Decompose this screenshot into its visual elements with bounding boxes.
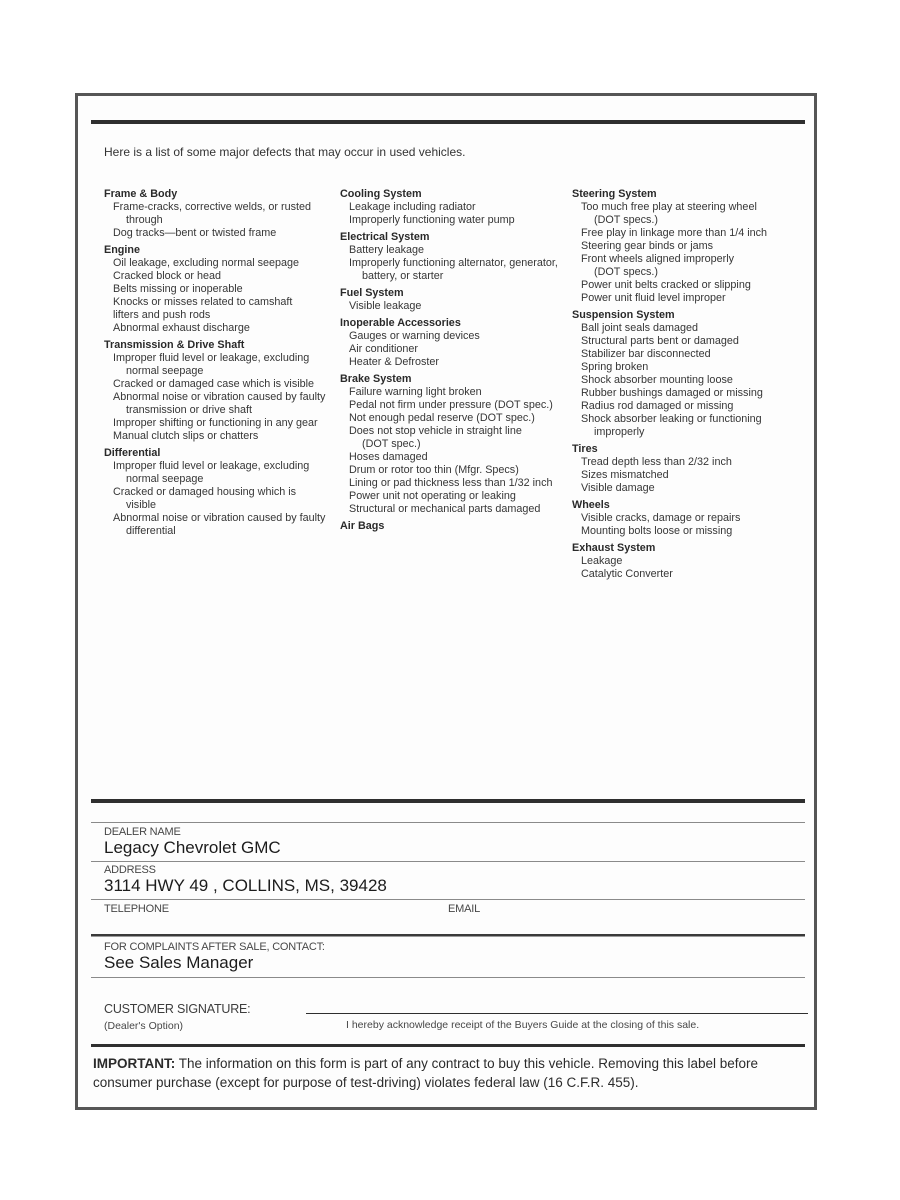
defect-line: Shock absorber leaking or functioning	[581, 413, 762, 425]
defect-line: Visible damage	[581, 482, 655, 494]
defect-line: Battery leakage	[349, 244, 425, 256]
defect-line: Leakage including radiator	[349, 201, 476, 213]
section-heading: Tires	[572, 443, 598, 455]
defect-line: Improperly functioning water pump	[349, 214, 515, 226]
defect-line: Belts missing or inoperable	[113, 283, 243, 295]
defect-line: Power unit belts cracked or slipping	[581, 279, 751, 291]
dealer-section-rule	[91, 799, 805, 803]
defect-line: Not enough pedal reserve (DOT spec.)	[349, 412, 535, 424]
defect-column-right	[572, 188, 767, 581]
section-heading: Exhaust System	[572, 542, 656, 554]
defect-line: Lining or pad thickness less than 1/32 inch	[349, 477, 553, 489]
defect-line: Does not stop vehicle in straight line	[349, 425, 522, 437]
defect-line: Visible leakage	[349, 300, 422, 312]
important-text: The information on this form is part of any contract to buy this vehicle. Removing this label before consumer purchase (except for purpose of test-driving) violates federal law (16 C.F.R. 455).	[93, 1056, 759, 1090]
defect-line: Gauges or warning devices	[349, 330, 480, 342]
defect-line: Ball joint seals damaged	[581, 322, 699, 334]
section-heading: Electrical System	[340, 231, 430, 243]
defect-line: transmission or drive shaft	[126, 404, 253, 416]
defect-line: Cracked or damaged case which is visible	[113, 378, 315, 390]
telephone-label: TELEPHONE	[104, 903, 169, 915]
defect-line: Visible cracks, damage or repairs	[581, 512, 741, 524]
defect-line: lifters and push rods	[113, 309, 211, 321]
defect-line: Improper fluid level or leakage, excluding	[113, 460, 310, 472]
important-label: IMPORTANT:	[93, 1056, 176, 1071]
defect-line: Air conditioner	[349, 343, 419, 355]
email-label: EMAIL	[448, 903, 481, 915]
defect-line: Steering gear binds or jams	[581, 240, 714, 252]
defect-line: Sizes mismatched	[581, 469, 669, 481]
defect-line: Free play in linkage more than 1/4 inch	[581, 227, 768, 239]
section-heading: Inoperable Accessories	[340, 317, 461, 329]
divider-line	[91, 977, 805, 978]
defect-line: (DOT spec.)	[362, 438, 421, 450]
defect-line: Manual clutch slips or chatters	[113, 430, 259, 442]
defect-line: (DOT specs.)	[594, 266, 658, 278]
section-heading: Steering System	[572, 188, 657, 200]
divider-line	[91, 822, 805, 823]
defect-line: Abnormal noise or vibration caused by faulty	[113, 391, 326, 403]
section-heading: Air Bags	[340, 520, 385, 532]
section-heading: Transmission & Drive Shaft	[104, 339, 245, 351]
signature-line	[306, 1013, 808, 1014]
defect-line: Power unit not operating or leaking	[349, 490, 516, 502]
defect-line: Cracked block or head	[113, 270, 222, 282]
defect-line: normal seepage	[126, 365, 204, 377]
address-label: ADDRESS	[104, 864, 156, 876]
defect-line: (DOT specs.)	[594, 214, 658, 226]
complaints-section-rule	[91, 934, 805, 937]
section-heading: Differential	[104, 447, 161, 459]
document-page	[75, 93, 817, 1110]
defect-line: Improper fluid level or leakage, excluding	[113, 352, 310, 364]
defect-line: visible	[126, 499, 157, 511]
defect-column-left	[104, 188, 325, 538]
defect-line: Rubber bushings damaged or missing	[581, 387, 763, 399]
dealer-name-value: Legacy Chevrolet GMC	[104, 838, 281, 857]
defect-line: improperly	[594, 426, 645, 438]
defect-line: normal seepage	[126, 473, 204, 485]
acknowledgment-text: I hereby acknowledge receipt of the Buyers Guide at the closing of this sale.	[346, 1019, 700, 1031]
section-heading: Engine	[104, 244, 140, 256]
defect-line: Drum or rotor too thin (Mfgr. Specs)	[349, 464, 519, 476]
defect-column-middle	[340, 188, 558, 533]
complaints-value: See Sales Manager	[104, 953, 254, 972]
important-section-rule	[91, 1044, 805, 1047]
defect-line: Heater & Defroster	[349, 356, 440, 368]
defect-line: Improperly functioning alternator, generator,	[349, 257, 558, 269]
divider-line	[91, 861, 805, 862]
defect-line: Pedal not firm under pressure (DOT spec.)	[349, 399, 553, 411]
top-rule	[91, 120, 805, 124]
customer-signature-label: CUSTOMER SIGNATURE:	[104, 1002, 251, 1016]
defect-line: Knocks or misses related to camshaft	[113, 296, 293, 308]
defect-line: Frame-cracks, corrective welds, or rusted	[113, 201, 311, 213]
defect-line: Structural or mechanical parts damaged	[349, 503, 541, 515]
defect-line: Catalytic Converter	[581, 568, 673, 580]
defect-line: Spring broken	[581, 361, 649, 373]
defect-line: Too much free play at steering wheel	[581, 201, 757, 213]
defect-line: Stabilizer bar disconnected	[581, 348, 711, 360]
section-heading: Brake System	[340, 373, 412, 385]
defect-line: Power unit fluid level improper	[581, 292, 726, 304]
defect-line: Abnormal noise or vibration caused by faulty	[113, 512, 326, 524]
intro-text: Here is a list of some major defects that may occur in used vehicles.	[104, 145, 466, 159]
complaints-label: FOR COMPLAINTS AFTER SALE, CONTACT:	[104, 941, 325, 953]
dealer-name-label: DEALER NAME	[104, 826, 181, 838]
section-heading: Wheels	[572, 499, 610, 511]
defect-line: Failure warning light broken	[349, 386, 482, 398]
defect-line: Leakage	[581, 555, 623, 567]
defect-line: Tread depth less than 2/32 inch	[581, 456, 732, 468]
important-notice	[93, 1054, 805, 1092]
defect-line: battery, or starter	[362, 270, 444, 282]
section-heading: Cooling System	[340, 188, 422, 200]
defect-line: through	[126, 214, 163, 226]
defect-line: Mounting bolts loose or missing	[581, 525, 733, 537]
divider-line	[91, 899, 805, 900]
dealers-option-note: (Dealer's Option)	[104, 1020, 184, 1032]
address-value: 3114 HWY 49 , COLLINS, MS, 39428	[104, 876, 387, 895]
section-heading: Frame & Body	[104, 188, 178, 200]
defect-line: Hoses damaged	[349, 451, 428, 463]
defect-line: Improper shifting or functioning in any gear	[113, 417, 318, 429]
defect-line: differential	[126, 525, 176, 537]
defect-line: Cracked or damaged housing which is	[113, 486, 297, 498]
defect-line: Shock absorber mounting loose	[581, 374, 733, 386]
defect-line: Front wheels aligned improperly	[581, 253, 735, 265]
defect-line: Structural parts bent or damaged	[581, 335, 739, 347]
defect-line: Abnormal exhaust discharge	[113, 322, 250, 334]
section-heading: Suspension System	[572, 309, 675, 321]
defect-line: Oil leakage, excluding normal seepage	[113, 257, 300, 269]
section-heading: Fuel System	[340, 287, 404, 299]
defect-line: Dog tracks—bent or twisted frame	[113, 227, 277, 239]
defect-line: Radius rod damaged or missing	[581, 400, 734, 412]
